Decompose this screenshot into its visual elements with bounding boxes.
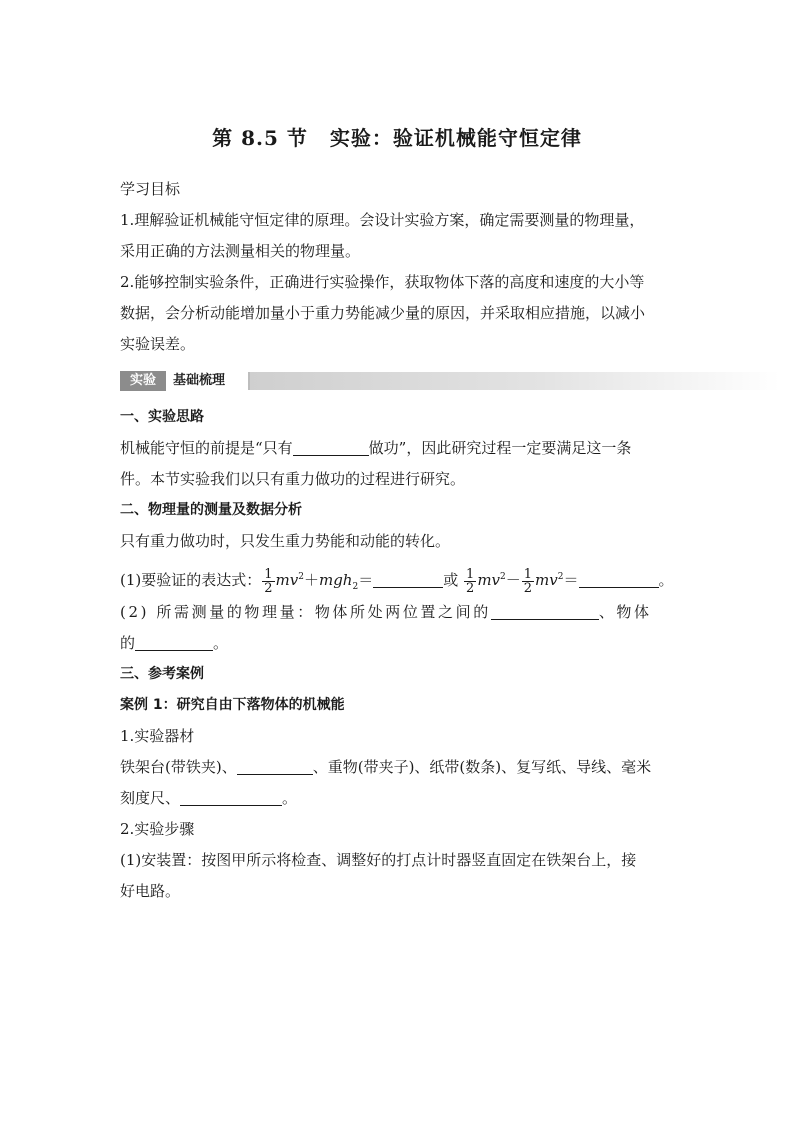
- heading-measurement: 二、物理量的测量及数据分析: [120, 502, 302, 518]
- q2-text-b: 、物体: [598, 603, 652, 621]
- goal-2-line-1: 2.能够控制实验条件，正确进行实验操作，获取物体下落的高度和速度的大小等: [120, 273, 645, 291]
- step-1-line-2: 好电路。: [120, 882, 181, 900]
- equipment-text-b: 、重物(带夹子)、纸带(数条)、复写纸、导线、毫米: [312, 758, 652, 776]
- goal-1-line-1: 1.理解验证机械能守恒定律的原理。会设计实验方案，确定需要测量的物理量，: [120, 211, 645, 229]
- idea-text-b: 做功”，因此研究过程一定要满足这一条: [368, 439, 632, 457]
- q2-end: 。: [213, 634, 229, 652]
- equipment-text-c: 刻度尺、: [120, 789, 181, 807]
- blank-expression-1: [373, 569, 443, 588]
- question-2-line-1: [120, 597, 676, 628]
- q2-text-a: (2) 所需测量的物理量：物体所处两位置之间的: [120, 603, 491, 621]
- equipment-text-a: 铁架台(带铁夹)、: [120, 758, 237, 776]
- idea-line-2: 件。本节实验我们以只有重力做功的过程进行研究。: [120, 470, 466, 488]
- blank-power-supply: [180, 787, 282, 806]
- measurement-intro: 只有重力做功时，只发生重力势能和动能的转化。: [120, 532, 451, 550]
- equipment-line-1: [120, 752, 676, 783]
- blank-expression-2: [579, 569, 659, 588]
- goal-1-line-2: 采用正确的方法测量相关的物理量。: [120, 242, 361, 260]
- section-number: 第 8.5 节: [212, 126, 308, 150]
- main-content: [120, 402, 676, 907]
- case-1-title: 案例 1：研究自由下落物体的机械能: [120, 697, 345, 713]
- heading-reference-cases: 三、参考案例: [120, 666, 204, 682]
- idea-line-1: [120, 433, 676, 464]
- blank-velocity: [135, 632, 213, 651]
- blank-distance: [491, 601, 599, 620]
- learning-goals: [120, 174, 676, 360]
- q1-end: 。: [658, 571, 674, 589]
- blank-work-force: [293, 437, 369, 456]
- q1-or: 或: [443, 571, 459, 589]
- goal-2-line-2: 数据，会分析动能增加量小于重力势能减少量的原因，并采取相应措施，以减小: [120, 304, 646, 322]
- equipment-line-2: [120, 783, 676, 814]
- goals-heading: 学习目标: [120, 180, 181, 198]
- steps-heading: 2.实验步骤: [120, 820, 195, 838]
- banner-tag: 实验: [120, 371, 166, 391]
- section-banner: [120, 370, 660, 392]
- question-2-line-2: [120, 628, 676, 659]
- equipment-heading: 1.实验器材: [120, 727, 195, 745]
- banner-label: 基础梳理: [173, 373, 226, 388]
- fraction-half: $\frac{1}{2}$: [264, 566, 273, 596]
- goal-2-line-3: 实验误差。: [120, 335, 196, 353]
- idea-text-a: 机械能守恒的前提是“只有: [120, 439, 293, 457]
- section-name: 实验：验证机械能守恒定律: [329, 126, 582, 150]
- fraction-half: $\frac{1}{2}$: [523, 566, 533, 596]
- step-1-line-1: (1)安装置：按图甲所示将检查、调整好的打点计时器竖直固定在铁架台上，接: [120, 851, 637, 869]
- equipment-end: 。: [282, 789, 298, 807]
- q2-text-c: 的: [120, 634, 136, 652]
- page-title: [0, 122, 794, 151]
- question-1: (1)要验证的表达式： $\frac{1}{2}$ $mv^2+mgh_2=$ 或 $\frac{1}{2}$ $mv^2-$ $\frac{1}{2}$ $mv^2=$ 。: [120, 566, 674, 596]
- heading-experiment-idea: 一、实验思路: [120, 409, 204, 425]
- fraction-half: $\frac{1}{2}$: [466, 566, 475, 596]
- banner-bar: [248, 372, 780, 390]
- blank-timer: [237, 756, 313, 775]
- q1-prefix: (1)要验证的表达式：: [120, 571, 262, 589]
